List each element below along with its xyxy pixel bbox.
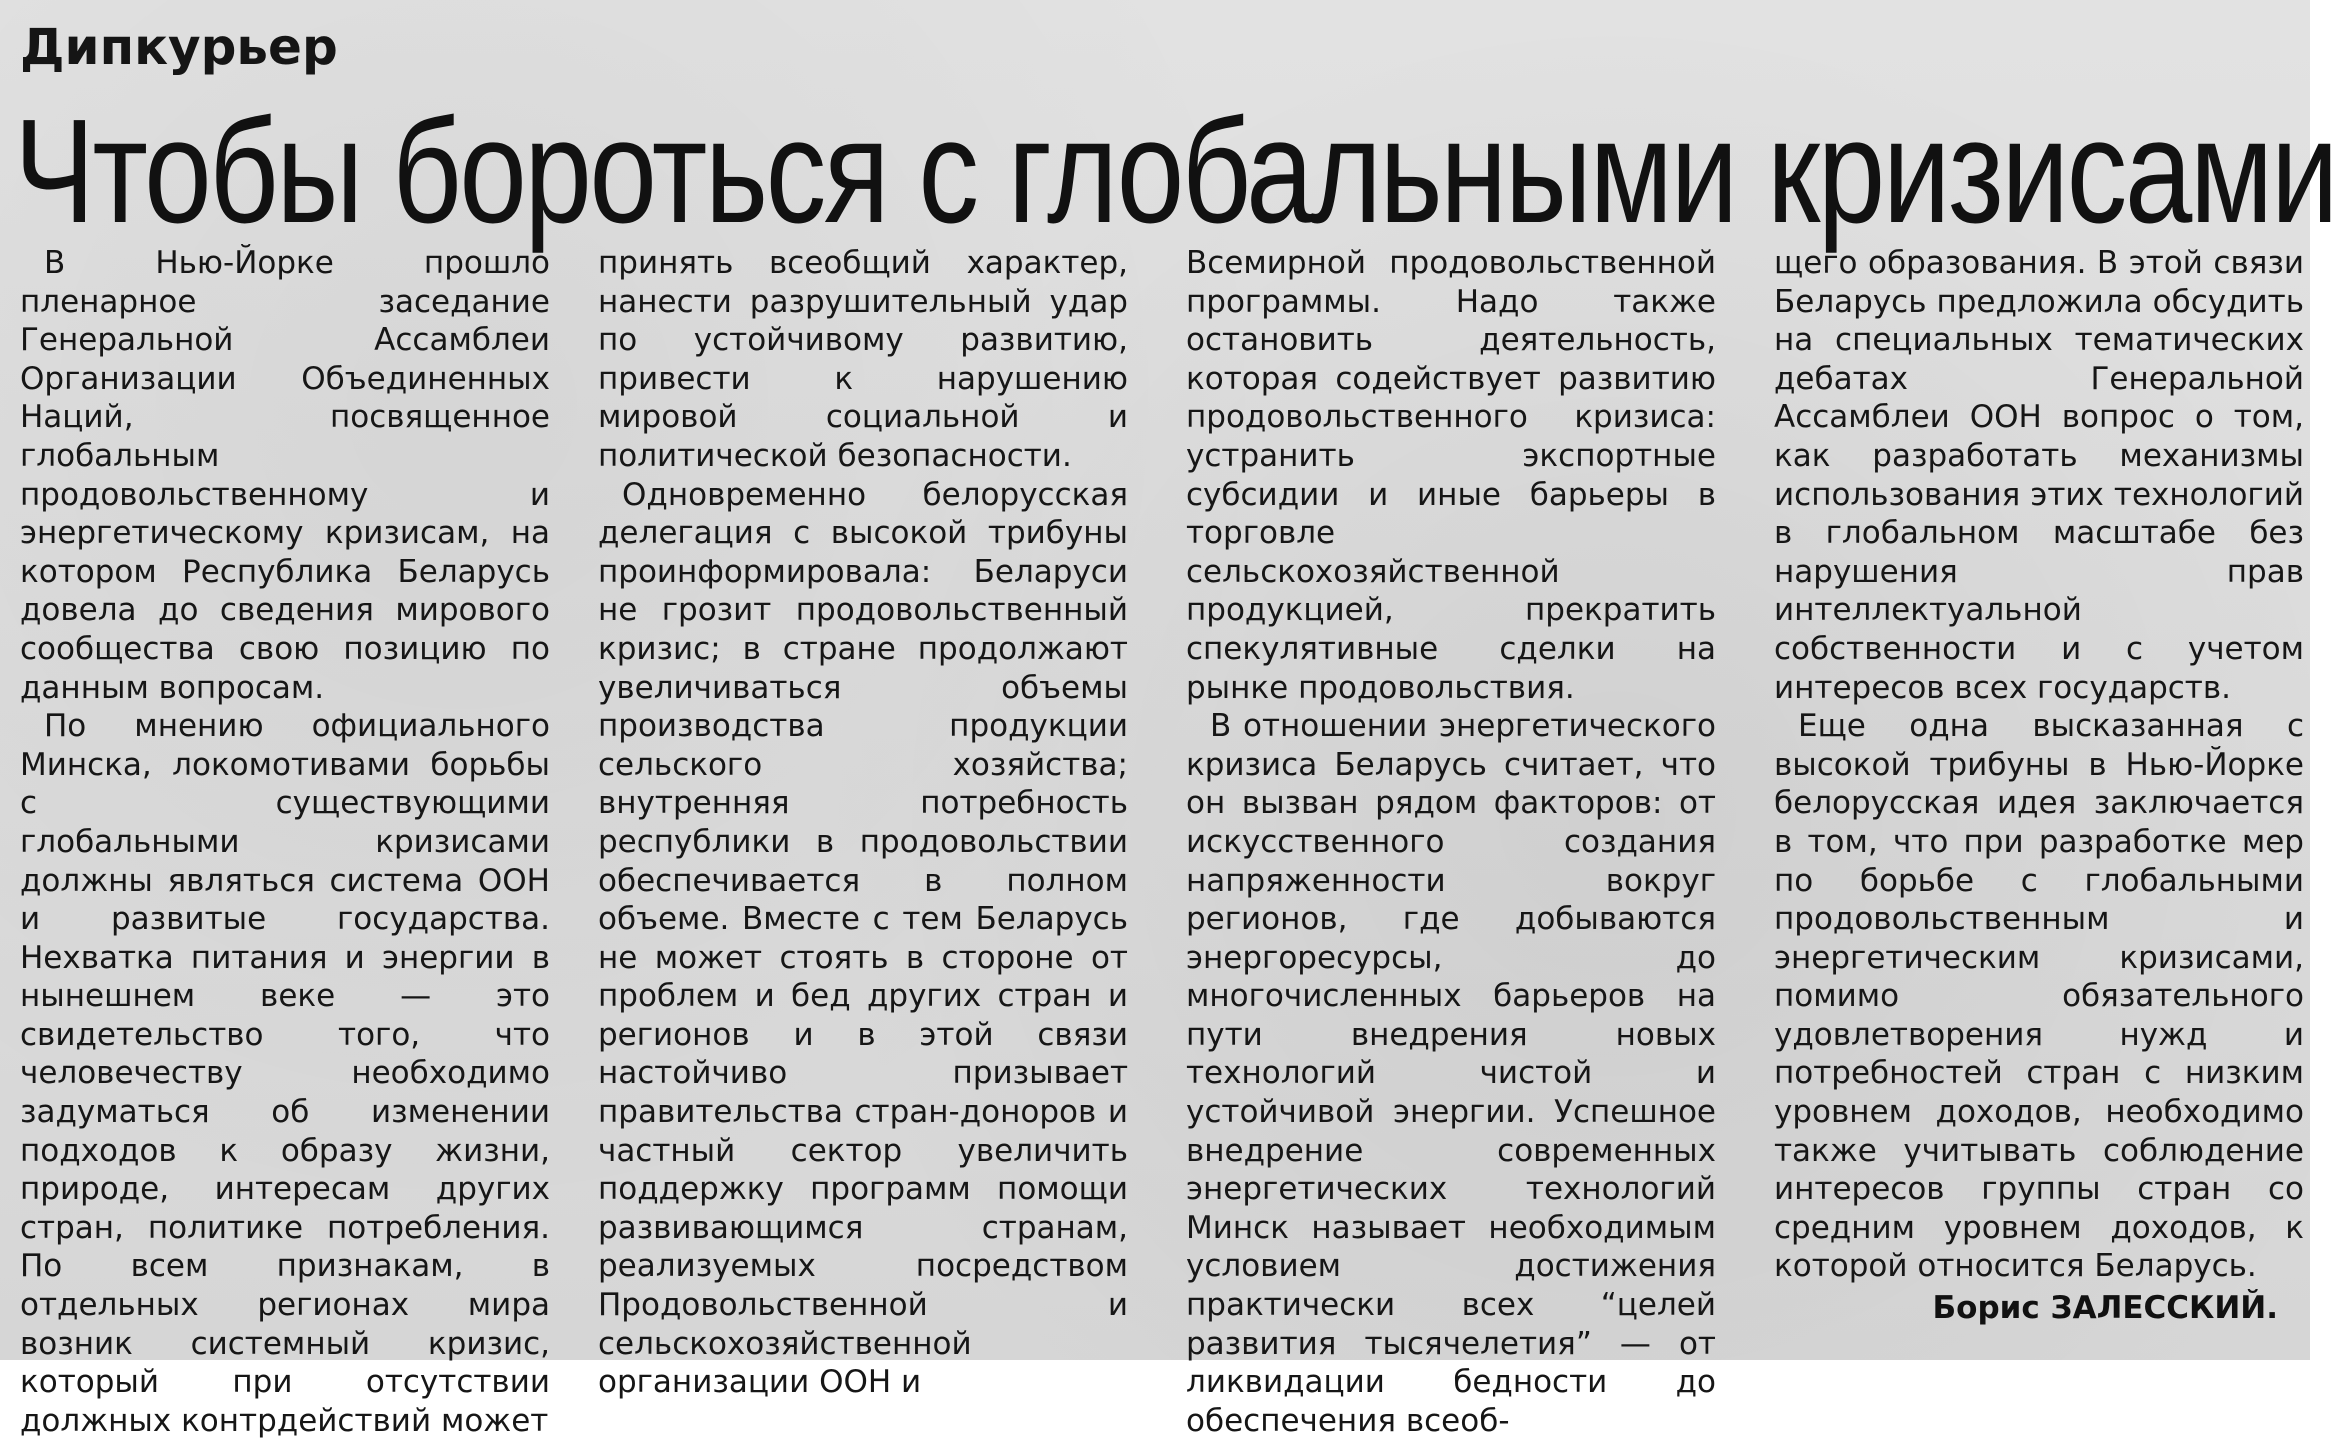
article-paragraph: принять всеобщий характер, нанести разрушительный удар по устойчивому развитию, привести к нарушению мировой социальной и политической безопасности.: [598, 245, 1128, 474]
article-column-3: [1186, 244, 1716, 1440]
article-paragraph: Еще одна высказанная с высокой трибуны в Нью-Йорке белорусская идея заключается в том, что при разработке мер по борьбе с глобальными продовольственным и энергетическим кризисами, помимо обязательного удовлетворения нужд и потребностей стран с низким уровнем доходов, необходимо также учитывать соблюдение интересов группы стран со средним уровнем доходов, к которой относится Беларусь.: [1774, 708, 2304, 1285]
article-column-4: [1774, 244, 2304, 1286]
article-column-2: [598, 244, 1128, 1402]
article-paragraph: В Нью-Йорке прошло пленарное заседание Генеральной Ассамблеи Организации Объединенных Наций, посвященное глобальным продовольственному и энергетическому кризисам, на котором Республика Беларусь довела до сведения мирового сообщества свою позицию по данным вопросам.: [20, 245, 550, 706]
article-paragraph: Всемирной продовольственной программы. Надо также остановить деятельность, которая содействует развитию продовольственного кризиса: устранить экспортные субсидии и иные барьеры в торговле сельскохозяйственной продукцией, прекратить спекулятивные сделки на рынке продовольствия.: [1186, 245, 1716, 706]
article-column-1: [20, 244, 550, 1440]
article-paragraph: По мнению официального Минска, локомотивами борьбы с существующими глобальными кризисами должны являться система ООН и развитые государства. Нехватка питания и энергии в нынешнем веке — это свидетельство того, что человечеству необходимо задуматься об изменении подходов к образу жизни, природе, интересам других стран, политике потребления. По всем признакам, в отдельных регионах мира возник системный кризис, который при отсутствии должных контрдействий может: [20, 708, 550, 1439]
article-paragraph: В отношении энергетического кризиса Беларусь считает, что он вызван рядом факторов: от искусственного создания напряженности вокруг регионов, где добываются энергоресурсы, до многочисленных барьеров на пути внедрения новых технологий чистой и устойчивой энергии. Успешное внедрение современных энергетических технологий Минск называет необходимым условием достижения практически всех “целей развития тысячелетия” — от ликвидации бедности до обеспечения всеоб-: [1186, 708, 1716, 1439]
article-paragraph: щего образования. В этой связи Беларусь предложила обсудить на специальных тематических дебатах Генеральной Ассамблеи ООН вопрос о том, как разработать механизмы использования этих технологий в глобальном масштабе без нарушения прав интеллектуальной собственности и с учетом интересов всех государств.: [1774, 245, 2304, 706]
rubric-label: Дипкурьер: [20, 18, 338, 76]
article-paragraph: Одновременно белорусская делегация с высокой трибуны проинформировала: Беларуси не грозит продовольственный кризис; в стране продолжают увеличиваться объемы производства продукции сельского хозяйства; внутренняя потребность республики в продовольствии обеспечивается в полном объеме. Вместе с тем Беларусь не может стоять в стороне от проблем и бед других стран и регионов и в этой связи настойчиво призывает правительства стран-доноров и частный сектор увеличить поддержку программ помощи развивающимся странам, реализуемых посредством Продовольственной и сельскохозяйственной организации ООН и: [598, 476, 1128, 1401]
article-headline: Чтобы бороться с глобальными кризисами: [14, 89, 2336, 254]
author-byline: Борис ЗАЛЕССКИЙ.: [1932, 1290, 2278, 1326]
